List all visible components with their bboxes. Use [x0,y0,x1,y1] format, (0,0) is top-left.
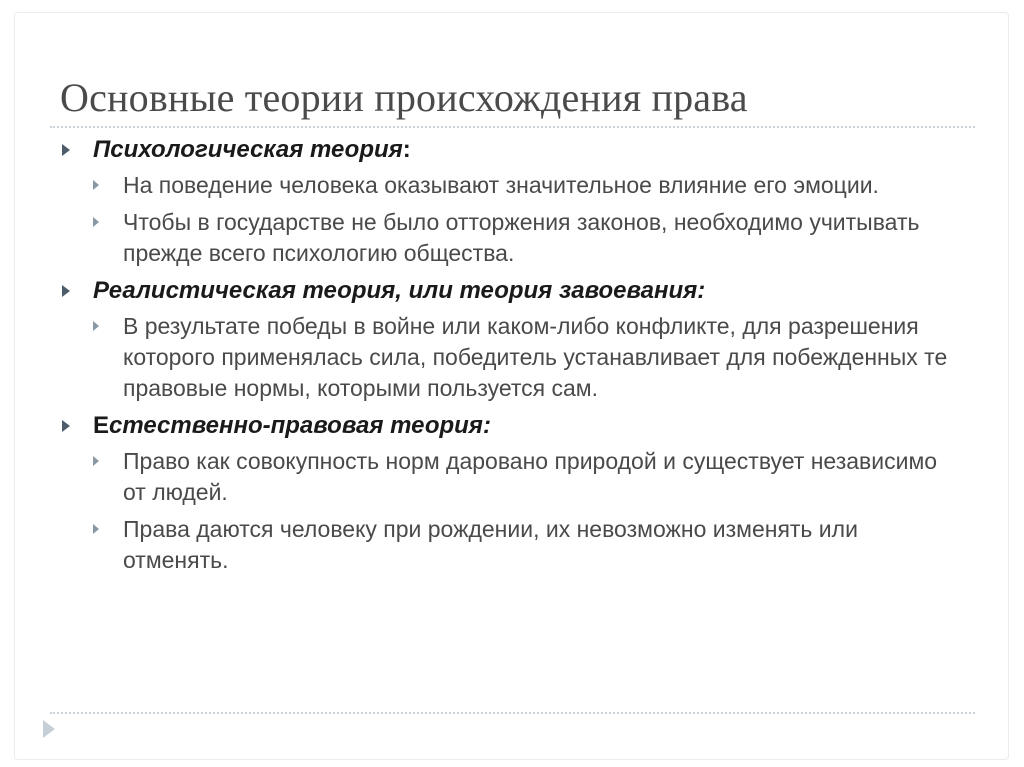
heading-first-letter: Е [93,412,110,439]
triangle-right-small-icon [93,180,99,190]
list-item [60,207,963,269]
section-heading [60,134,980,166]
triangle-right-icon [62,420,70,432]
heading-text: стественно-правовая теория: [109,412,491,439]
section-realistic-theory [60,275,980,404]
triangle-right-icon [62,285,70,297]
list-item-text: Права даются человеку при рождении, их невозможно изменять или отменять. [123,516,858,573]
heading-text: Реалистическая теория, или теория завоевания: [93,277,706,304]
triangle-right-icon [62,144,70,156]
triangle-right-small-icon [93,321,99,331]
heading-text: Психологическая теория [93,136,403,163]
section-heading [60,275,980,307]
play-arrow-icon[interactable] [43,720,55,738]
section-psychological-theory [60,134,980,269]
title-divider [50,126,975,128]
list-item-text: Чтобы в государстве не было отторжения законов, необходимо учитывать прежде всего психологию общества. [123,209,920,266]
sub-list [60,170,980,269]
slide-content [60,134,980,582]
list-item-text: В результате победы в войне или каком-либо конфликте, для разрешения которого применялась сила, победитель устанавливает для побежденных те правовые нормы, которыми пользуется сам. [123,313,948,401]
sub-list [60,446,980,576]
sub-list [60,311,980,404]
list-item-text: Право как совокупность норм даровано природой и существует независимо от людей. [123,448,938,505]
list-item [60,514,963,576]
section-natural-law-theory [60,410,980,576]
heading-colon: : [402,136,411,163]
triangle-right-small-icon [93,524,99,534]
list-item [60,170,963,201]
list-item [60,311,963,404]
list-item-text: На поведение человека оказывают значительное влияние его эмоции. [123,172,879,198]
footer-divider [50,712,975,714]
triangle-right-small-icon [93,217,99,227]
section-heading [60,410,980,442]
list-item [60,446,963,508]
slide-title: Основные теории происхождения права [60,75,748,120]
triangle-right-small-icon [93,456,99,466]
